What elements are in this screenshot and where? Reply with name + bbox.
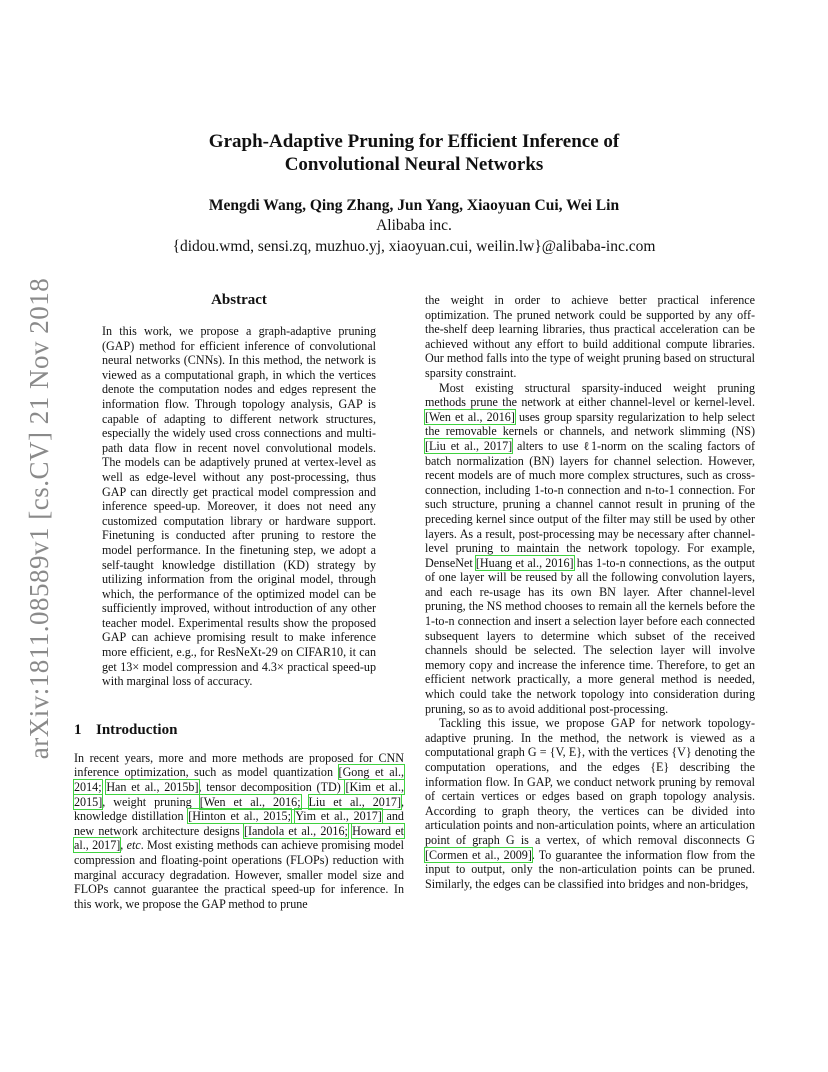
citation-link[interactable]: Yim et al., 2017] bbox=[295, 809, 382, 824]
section-number: 1 bbox=[74, 721, 82, 738]
text-run: , tensor decomposition (TD) bbox=[198, 780, 346, 795]
arxiv-side-stamp bbox=[16, 278, 64, 758]
text-run: alters to use ℓ1-norm on the scaling factors of batch normalization (BN) layers for channel selection. However, recent models are of much more complex structures, such as cross-connection, including 1-to-n connection and n-to-1 connection. For such structure, pruning a channel cannot result in pruning of the preceding kernel since output of the filter may still be used by other layers. As a result, post-processing may be necessary after channel-level pruning to maintain the network topology. For example, DenseNet bbox=[425, 438, 755, 570]
citation-link[interactable]: [Iandola et al., 2016; bbox=[243, 823, 348, 838]
citation-link[interactable]: [Hinton et al., 2015; bbox=[188, 809, 291, 824]
text-run: has 1-to-n connections, as the output of one layer will be reused by all the following convolution layers, and each re-usage has its own BN layer. After channel-level pruning, the NS method chooses to remain all the kernels before the 1-to-n connection and insert a selection layer before each connected subsequent layers to determine which subset of the received channels should be selected. The selection layer will involve memory copy and increase the inference time. Therefore, to get an efficient network practically, a more general method is needed, which could take the network topology into consideration during pruning, so as to avoid additional post-processing. bbox=[425, 555, 755, 716]
abstract-heading: Abstract bbox=[211, 292, 267, 308]
text-run: Most existing structural sparsity-induced weight pruning methods prune the network at either channel-level or kernel-level. bbox=[425, 380, 755, 410]
citation-link[interactable]: [Gong et al., 2014; bbox=[74, 765, 405, 795]
right-paragraph-2 bbox=[425, 381, 755, 717]
text-run: , bbox=[120, 838, 127, 853]
citation-link[interactable]: [Cormen et al., 2009] bbox=[425, 847, 532, 862]
text-run-italic: etc bbox=[126, 838, 141, 853]
text-run: . Most existing methods can achieve promising model compression and floating-point operations (FLOPs) reduction with marginal accuracy degradation. However, smaller model size and FLOPs cannot guarantee the practical speed-up for inference. In this work, we propose the GAP method to prune bbox=[74, 838, 404, 911]
citation-link[interactable]: [Liu et al., 2017] bbox=[425, 438, 513, 453]
intro-paragraph-1 bbox=[74, 751, 404, 912]
citation-link[interactable]: Howard et al., 2017] bbox=[74, 823, 404, 853]
text-run: , knowledge distillation bbox=[74, 794, 405, 824]
right-paragraph-1: the weight in order to achieve better practical inference optimization. The pruned network could be supported by any off-the-shelf deep learning libraries, thus practical acceleration can be achieved without any effort to build additional compute libraries. Our method falls into the type of weight pruning based on structural sparsity constraint. bbox=[425, 293, 755, 380]
title-block bbox=[74, 130, 754, 258]
text-run: uses group sparsity regularization to help select the removable kernels or channels, and network slimming (NS) bbox=[425, 409, 755, 439]
text-run: In recent years, more and more methods are proposed for CNN inference optimization, such as model quantization bbox=[74, 750, 404, 780]
citation-link[interactable]: Han et al., 2015b] bbox=[106, 780, 199, 795]
citation-link[interactable]: [Wen et al., 2016; bbox=[199, 794, 301, 809]
right-column bbox=[425, 293, 755, 891]
citation-link[interactable]: [Kim et al., 2015] bbox=[74, 780, 405, 809]
title-line-1: Graph-Adaptive Pruning for Efficient Inference of bbox=[208, 131, 620, 152]
right-paragraph-3 bbox=[425, 716, 755, 891]
text-run: Tackling this issue, we propose GAP for network topology-adaptive pruning. In the method, the network is viewed as a computational graph G = {V, E}, with the vertices {V} denoting the computation operations, and the edges {E} describing the information flow. In GAP, we conduct network pruning by removal of certain vertices or edges based on graph topology analysis. According to graph theory, the vertices can be divided into articulation points and non-articulation points, where an articulation point of graph G is a vertex, of which removal disconnects G bbox=[425, 716, 755, 847]
abstract-text: In this work, we propose a graph-adaptive pruning (GAP) method for efficient inference of convolutional neural networks (CNNs). In this method, the network is viewed as a computational graph, in which the vertices denote the computation nodes and edges represent the information flow. Through topology analysis, GAP is capable of adapting to different network structures, especially the widely used cross connections and multi-path data flow in recent novel convolutional models. The models can be adaptively pruned at vertex-level as well as edge-level without any post-processing, thus GAP can directly get practical model compression and inference speed-up. Moreover, it does not need any customized computation library or hardware support. Finetuning is conducted after pruning to restore the model performance. In the finetuning step, we adopt a self-taught knowledge distillation (KD) strategy by utilizing information from the original model, through which, the performance of the optimized model can be sufficiently improved, without introduction of any other teacher model. Experimental results show the proposed GAP can achieve promising result to make inference more efficient, e.g., for ResNeXt-29 on CIFAR10, it can get 13× model compression and 4.3× practical speed-up with marginal loss of accuracy. bbox=[102, 324, 376, 689]
text-run: , weight pruning bbox=[102, 794, 200, 809]
citation-link[interactable]: Liu et al., 2017] bbox=[308, 794, 401, 809]
affiliation: Alibaba inc. bbox=[376, 217, 452, 234]
author-emails: {didou.wmd, sensi.zq, muzhuo.yj, xiaoyuan.cui, weilin.lw}@alibaba-inc.com bbox=[172, 238, 656, 255]
paper-title bbox=[74, 130, 754, 176]
title-line-2: Convolutional Neural Networks bbox=[284, 154, 544, 175]
text-run: and new network architecture designs bbox=[74, 809, 404, 838]
arxiv-identifier: arXiv:1811.08589v1 [cs.CV] 21 Nov 2018 bbox=[24, 277, 55, 759]
citation-link[interactable]: [Wen et al., 2016] bbox=[425, 409, 515, 424]
left-column bbox=[74, 291, 404, 911]
section-title: Introduction bbox=[96, 721, 178, 738]
author-list: Mengdi Wang, Qing Zhang, Jun Yang, Xiaoyuan Cui, Wei Lin bbox=[208, 197, 620, 214]
section-heading-introduction bbox=[74, 721, 404, 739]
text-run: . To guarantee the information flow from the input to output, only the non-articulation points can be pruned. Similarly, the edges can be classified into bridges and non-bridges, bbox=[425, 847, 756, 891]
citation-link[interactable]: [Huang et al., 2016] bbox=[475, 555, 574, 570]
